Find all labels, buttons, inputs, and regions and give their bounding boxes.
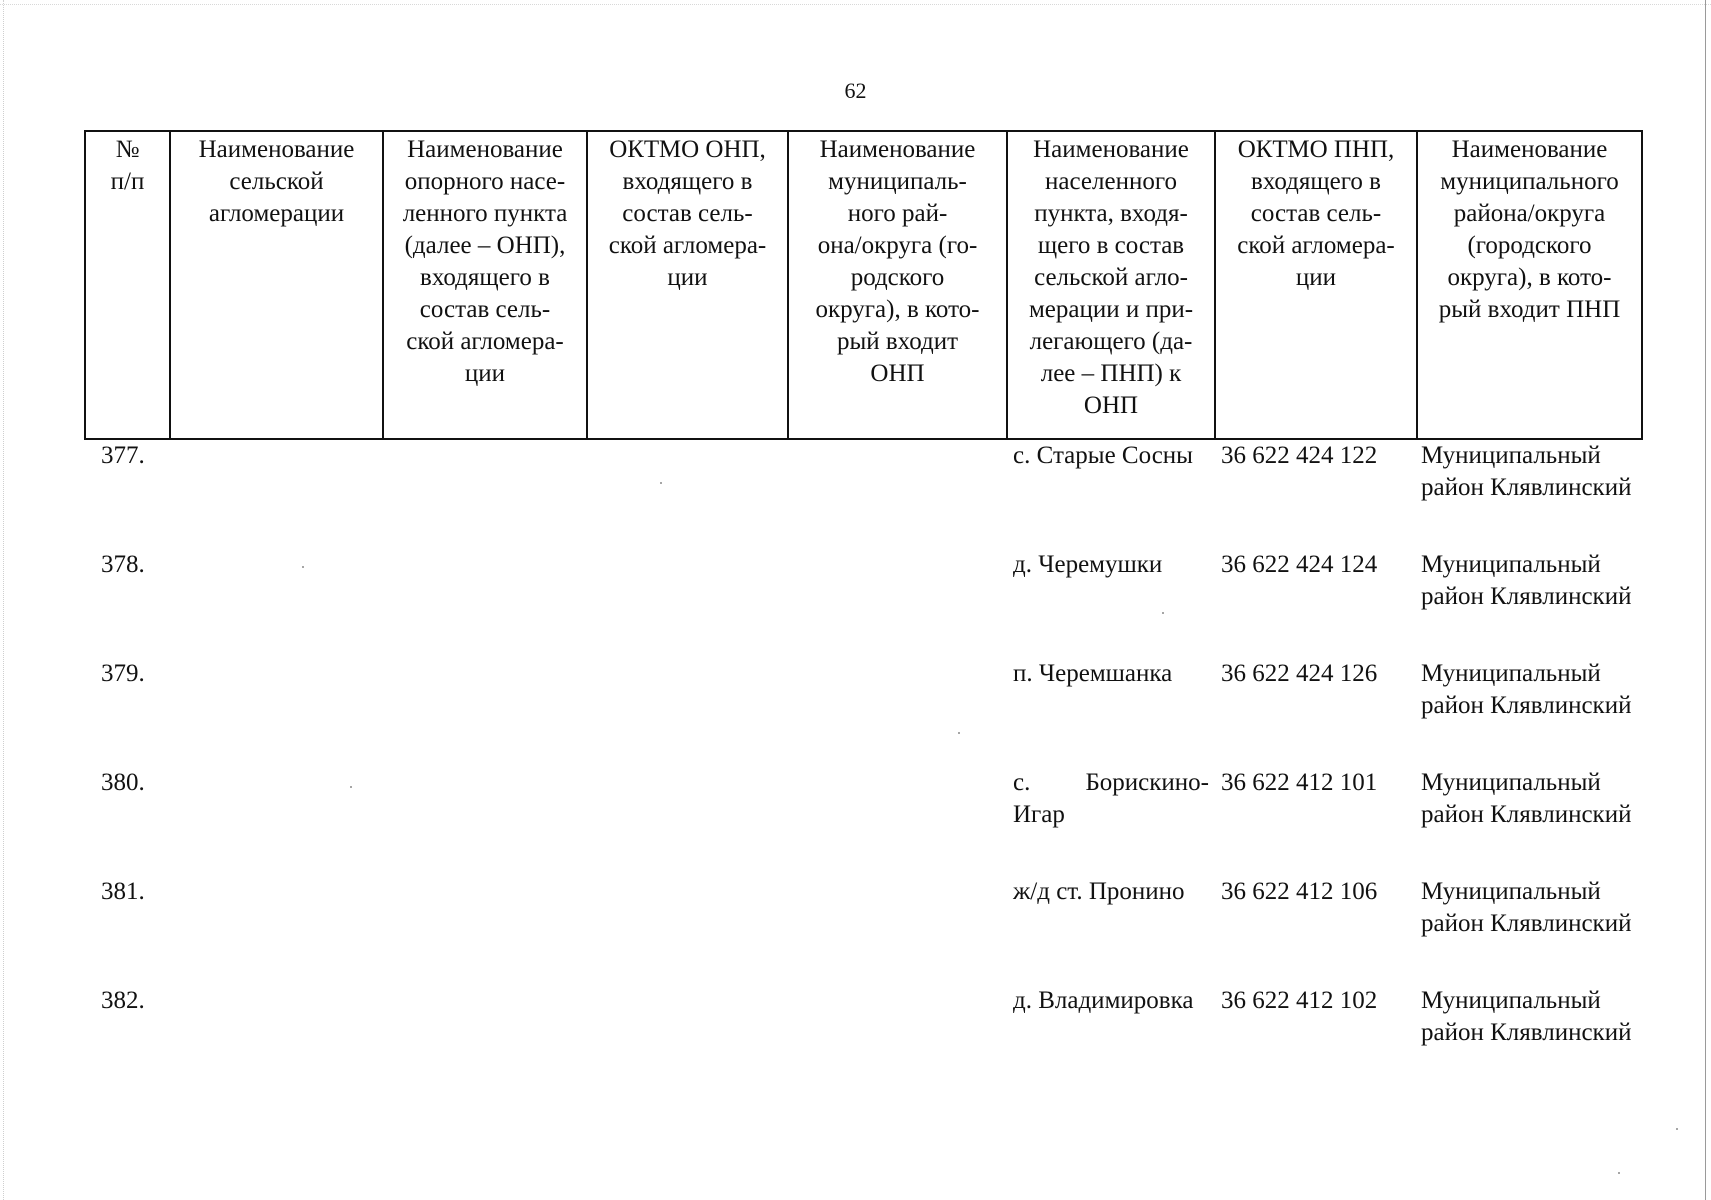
pnp-oktmo-cell: 36 622 424 124 — [1221, 551, 1378, 578]
onp-oktmo-cell — [587, 658, 788, 767]
header-pnp-oktmo: ОКТМО ПНП, входящего в состав сель- ской агломера- ции — [1215, 131, 1417, 439]
onp-oktmo-cell — [587, 876, 788, 985]
header-onp-oktmo: ОКТМО ОНП, входящего в состав сель- ской агломера- ции — [587, 131, 788, 439]
scan-speck — [350, 786, 352, 788]
table-row — [85, 658, 1642, 767]
pnp-district-cell: Муниципальный район Клявлинский — [1421, 987, 1632, 1046]
scan-speck — [958, 732, 960, 734]
pnp-district-cell: Муниципальный район Клявлинский — [1421, 551, 1632, 610]
pnp-name-cell: д. Черемушки — [1013, 551, 1163, 578]
onp-cell — [383, 549, 587, 658]
scan-edge-top — [0, 0, 1711, 5]
row-number: 379. — [101, 660, 145, 687]
pnp-oktmo-cell: 36 622 424 122 — [1221, 442, 1378, 469]
agglomeration-cell — [170, 985, 383, 1094]
agglomeration-cell — [170, 658, 383, 767]
onp-oktmo-cell — [587, 549, 788, 658]
row-number: 380. — [101, 769, 145, 796]
row-number: 381. — [101, 878, 145, 905]
onp-district-cell — [788, 658, 1007, 767]
header-onp-name: Наименование опорного насе- ленного пункта (далее – ОНП), входящего в состав сель- ской агломера- ции — [383, 131, 587, 439]
onp-cell — [383, 439, 587, 549]
onp-district-cell — [788, 985, 1007, 1094]
header-number: № п/п — [85, 131, 170, 439]
scan-speck — [660, 482, 662, 484]
agglomeration-cell — [170, 439, 383, 549]
pnp-name-cell: д. Владимировка — [1013, 987, 1194, 1014]
pnp-oktmo-cell: 36 622 424 126 — [1221, 660, 1378, 687]
page-number: 62 — [844, 78, 867, 103]
onp-district-cell — [788, 549, 1007, 658]
onp-oktmo-cell — [587, 767, 788, 876]
onp-cell — [383, 767, 587, 876]
header-pnp-name: Наименование населенного пункта, входя- щего в состав сельской агло- мерации и при- легающего (да- лее – ПНП) к ОНП — [1007, 131, 1215, 439]
table-row — [85, 876, 1642, 985]
scan-edge-left — [0, 0, 4, 1200]
onp-district-cell — [788, 767, 1007, 876]
header-pnp-district: Наименование муниципального района/округа (городского округа), в кото- рый входит ПНП — [1417, 131, 1642, 439]
pnp-oktmo-cell: 36 622 412 101 — [1221, 769, 1378, 796]
table-row — [85, 549, 1642, 658]
agglomeration-table — [84, 130, 1643, 1094]
row-number: 378. — [101, 551, 145, 578]
table-header-row — [85, 131, 1642, 439]
pnp-district-cell: Муниципальный район Клявлинский — [1421, 660, 1632, 719]
scan-speck — [1162, 612, 1164, 614]
pnp-name-cell: с. Старые Сосны — [1013, 442, 1193, 469]
onp-oktmo-cell — [587, 439, 788, 549]
scan-speck — [1618, 1172, 1620, 1174]
agglomeration-cell — [170, 876, 383, 985]
onp-district-cell — [788, 439, 1007, 549]
onp-cell — [383, 658, 587, 767]
header-agglomeration-name: Наименование сельской агломерации — [170, 131, 383, 439]
table-body — [85, 439, 1642, 1094]
scan-speck — [1676, 1128, 1678, 1130]
header-onp-district: Наименование муниципаль- ного рай- она/округа (го- родского округа), в кото- рый входит ОНП — [788, 131, 1007, 439]
row-number: 382. — [101, 987, 145, 1014]
onp-cell — [383, 985, 587, 1094]
pnp-district-cell: Муниципальный район Клявлинский — [1421, 878, 1632, 937]
table-row — [85, 767, 1642, 876]
agglomeration-cell — [170, 549, 383, 658]
pnp-oktmo-cell: 36 622 412 106 — [1221, 878, 1378, 905]
pnp-name-cell: ж/д ст. Пронино — [1013, 878, 1185, 905]
onp-cell — [383, 876, 587, 985]
pnp-district-cell: Муниципальный район Клявлинский — [1421, 442, 1632, 501]
pnp-name-cell: с. Борискино-Игар — [1013, 769, 1209, 828]
onp-oktmo-cell — [587, 985, 788, 1094]
row-number: 377. — [101, 442, 145, 469]
scan-speck — [302, 566, 304, 568]
pnp-oktmo-cell: 36 622 412 102 — [1221, 987, 1378, 1014]
scan-edge-right — [1705, 0, 1709, 1200]
onp-district-cell — [788, 876, 1007, 985]
pnp-district-cell: Муниципальный район Клявлинский — [1421, 769, 1632, 828]
pnp-name-cell: п. Черемшанка — [1013, 660, 1173, 687]
table-row — [85, 985, 1642, 1094]
agglomeration-cell — [170, 767, 383, 876]
table-row — [85, 439, 1642, 549]
